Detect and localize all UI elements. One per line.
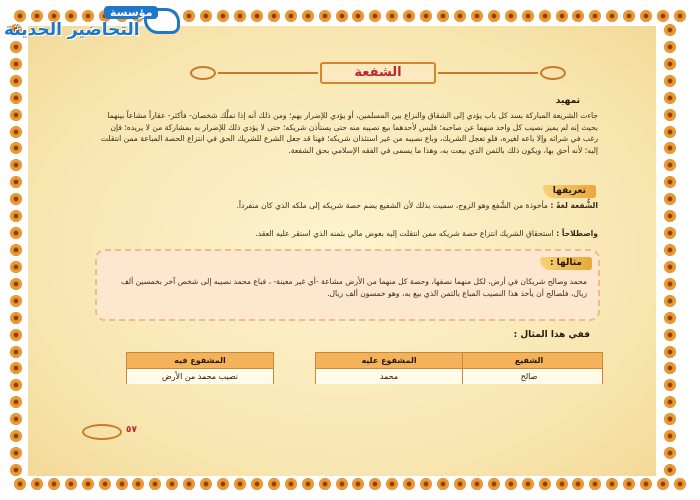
intro-paragraph: جاءت الشريعة المباركة بسد كل باب يؤدي إلى الشقاق والنزاع بين المسلمين، أو يؤدي للإضرار بهم؛ ومن ذلك أنه إذا تملَّك شخصان- فأكثر- عقاراً مشاعاً بينهما بحيث إنه لم يميز نصيب كل واحد منهما عن صاحبه؛ فليس لأحدهما بيع نصيبه منه حتى يستأذن شريكه؛ حتى لا يؤدي ذلك للإضرار به بمشاركة من لا يريده؛ فإن رغب في شرائه وإلا باعه لغيره، فلو تعجل الشريك، وباع نصيبه من غير استئذان شريكه؛ فهنا قد جعل الشرع للشريك الحق في انتزاع الحصة المباعة ممن انتقلت إليه؛ لأنه أحق بها، ويكون ذلك بالثمن الذي بيعت به، وهذا ما يسمى في الفقه الإسلامي بحق الشفعة. xyxy=(100,111,598,155)
in-example-heading: ففي هذا المثال : xyxy=(513,330,590,340)
border-flower-icon xyxy=(664,159,676,171)
border-flower-icon xyxy=(369,478,381,490)
border-flower-icon xyxy=(664,430,676,442)
border-flower-icon xyxy=(352,478,364,490)
border-flower-icon xyxy=(664,176,676,188)
border-flower-icon xyxy=(664,75,676,87)
border-flower-icon xyxy=(10,92,22,104)
border-flower-icon xyxy=(234,478,246,490)
example-text: محمد وصالح شريكان في أرض، لكل منهما نصفها، وحصة كل منهما من الأرض مشاعة -أي غير معينة- ، فباع محمد نصيبه إلى شخص آخر بخمسين ألف ريال، فلصالح أن يأخذ هذا النصيب المباع بالثمن الذي بيع به، وهو خمسون ألف ريال. xyxy=(120,277,587,298)
border-flower-icon xyxy=(505,478,517,490)
border-flower-icon xyxy=(664,362,676,374)
border-flower-icon xyxy=(10,210,22,222)
border-flower-icon xyxy=(149,478,161,490)
border-flower-icon xyxy=(10,109,22,121)
border-flower-icon xyxy=(336,10,348,22)
border-flower-icon xyxy=(664,41,676,53)
table-value: نصيب محمد من الأرض xyxy=(127,369,273,384)
border-flower-icon xyxy=(572,10,584,22)
border-flower-icon xyxy=(369,10,381,22)
title-bar xyxy=(190,62,428,84)
border-flower-icon xyxy=(200,10,212,22)
border-flower-icon xyxy=(471,10,483,22)
definition-term-text: استحقاق الشريك انتزاع حصة شريكه ممن انتقلت إليه بعوض مالي بثمنه الذي استقر عليه العقد. xyxy=(255,229,554,238)
border-flower-icon xyxy=(268,10,280,22)
border-flower-icon xyxy=(657,10,669,22)
border-left xyxy=(10,24,22,476)
border-flower-icon xyxy=(10,396,22,408)
border-flower-icon xyxy=(319,478,331,490)
border-flower-icon xyxy=(132,478,144,490)
border-flower-icon xyxy=(10,244,22,256)
border-flower-icon xyxy=(539,10,551,22)
border-flower-icon xyxy=(664,126,676,138)
border-flower-icon xyxy=(302,10,314,22)
border-flower-icon xyxy=(664,92,676,104)
table-value: محمد xyxy=(316,369,462,384)
border-flower-icon xyxy=(10,142,22,154)
border-flower-icon xyxy=(82,478,94,490)
border-flower-icon xyxy=(664,396,676,408)
border-flower-icon xyxy=(10,362,22,374)
border-flower-icon xyxy=(556,10,568,22)
border-flower-icon xyxy=(664,261,676,273)
border-flower-icon xyxy=(10,430,22,442)
border-flower-icon xyxy=(488,10,500,22)
border-flower-icon xyxy=(505,10,517,22)
border-flower-icon xyxy=(664,312,676,324)
border-flower-icon xyxy=(454,10,466,22)
border-flower-icon xyxy=(403,10,415,22)
border-flower-icon xyxy=(10,159,22,171)
border-right xyxy=(664,24,676,476)
swirl-ornament-icon xyxy=(82,424,122,440)
border-flower-icon xyxy=(352,10,364,22)
border-flower-icon xyxy=(420,478,432,490)
border-flower-icon xyxy=(10,464,22,476)
border-flower-icon xyxy=(10,346,22,358)
border-flower-icon xyxy=(674,478,686,490)
border-bottom xyxy=(14,478,686,490)
border-flower-icon xyxy=(664,447,676,459)
border-flower-icon xyxy=(336,478,348,490)
table-header: المشفوع عليه xyxy=(316,353,462,369)
border-flower-icon xyxy=(99,478,111,490)
border-flower-icon xyxy=(664,210,676,222)
table-cell-mashfoo-fih xyxy=(126,352,274,384)
border-flower-icon xyxy=(10,413,22,425)
page-number: ٥٧ xyxy=(126,425,137,435)
title-line-left xyxy=(218,72,318,74)
border-flower-icon xyxy=(200,478,212,490)
publisher-logo xyxy=(4,4,184,40)
border-flower-icon xyxy=(183,10,195,22)
border-flower-icon xyxy=(319,10,331,22)
border-flower-icon xyxy=(10,278,22,290)
border-flower-icon xyxy=(664,295,676,307)
border-flower-icon xyxy=(664,193,676,205)
example-heading: مثالها : xyxy=(540,257,592,270)
border-flower-icon xyxy=(664,58,676,70)
table-header: المشفوع فيه xyxy=(127,353,273,369)
border-flower-icon xyxy=(664,413,676,425)
border-flower-icon xyxy=(116,478,128,490)
intro-heading: تمهيد xyxy=(555,96,580,106)
border-flower-icon xyxy=(10,227,22,239)
border-flower-icon xyxy=(623,478,635,490)
page-title: الشفعة xyxy=(320,62,436,84)
border-flower-icon xyxy=(664,244,676,256)
definition-heading: تعريفها xyxy=(543,185,596,198)
border-flower-icon xyxy=(65,478,77,490)
border-flower-icon xyxy=(589,478,601,490)
border-flower-icon xyxy=(10,176,22,188)
border-flower-icon xyxy=(664,329,676,341)
border-flower-icon xyxy=(556,478,568,490)
border-flower-icon xyxy=(166,478,178,490)
page-number-ornament xyxy=(82,421,168,443)
border-flower-icon xyxy=(14,478,26,490)
border-flower-icon xyxy=(664,142,676,154)
ornament-left-icon xyxy=(190,66,216,80)
table-cell-shafee xyxy=(455,352,603,384)
border-flower-icon xyxy=(183,478,195,490)
definition-language-text: مأخوذة من الشَّفع وهو الزوج، سميت بذلك لأن الشفيع يضم حصة شريكه إلى ملكه الذي كان منفرداً. xyxy=(236,201,548,210)
border-flower-icon xyxy=(285,478,297,490)
border-flower-icon xyxy=(10,379,22,391)
border-flower-icon xyxy=(522,10,534,22)
border-flower-icon xyxy=(657,478,669,490)
border-flower-icon xyxy=(664,278,676,290)
border-flower-icon xyxy=(10,193,22,205)
border-flower-icon xyxy=(10,261,22,273)
border-flower-icon xyxy=(454,478,466,490)
border-flower-icon xyxy=(488,478,500,490)
border-flower-icon xyxy=(10,312,22,324)
border-flower-icon xyxy=(386,478,398,490)
border-flower-icon xyxy=(572,478,584,490)
border-flower-icon xyxy=(664,379,676,391)
border-flower-icon xyxy=(217,10,229,22)
border-flower-icon xyxy=(217,478,229,490)
border-flower-icon xyxy=(623,10,635,22)
logo-top-text: مؤسسة xyxy=(104,6,158,19)
border-flower-icon xyxy=(10,329,22,341)
definition-language-label: الشُّفعة لغةً : xyxy=(550,201,598,210)
border-flower-icon xyxy=(251,478,263,490)
title-line-right xyxy=(438,72,538,74)
border-flower-icon xyxy=(234,10,246,22)
border-flower-icon xyxy=(664,346,676,358)
border-flower-icon xyxy=(420,10,432,22)
border-flower-icon xyxy=(10,447,22,459)
border-flower-icon xyxy=(285,10,297,22)
table-cell-mashfoo-alayh xyxy=(315,352,463,384)
border-flower-icon xyxy=(10,295,22,307)
border-flower-icon xyxy=(48,478,60,490)
border-flower-icon xyxy=(606,10,618,22)
border-flower-icon xyxy=(10,41,22,53)
border-flower-icon xyxy=(539,478,551,490)
border-flower-icon xyxy=(640,10,652,22)
definition-language xyxy=(100,200,598,212)
border-flower-icon xyxy=(471,478,483,490)
border-flower-icon xyxy=(10,58,22,70)
border-flower-icon xyxy=(31,478,43,490)
border-flower-icon xyxy=(522,478,534,490)
border-flower-icon xyxy=(664,24,676,36)
border-flower-icon xyxy=(664,227,676,239)
table-header: الشفيع xyxy=(456,353,602,369)
border-flower-icon xyxy=(386,10,398,22)
border-flower-icon xyxy=(403,478,415,490)
border-flower-icon xyxy=(437,10,449,22)
border-flower-icon xyxy=(302,478,314,490)
border-flower-icon xyxy=(589,10,601,22)
border-flower-icon xyxy=(437,478,449,490)
border-flower-icon xyxy=(251,10,263,22)
border-flower-icon xyxy=(674,10,686,22)
border-flower-icon xyxy=(606,478,618,490)
logo-main-text: التحاضير الحديثة xyxy=(4,20,140,40)
definition-term-label: واصطلاحاً : xyxy=(556,229,598,238)
border-flower-icon xyxy=(664,464,676,476)
table-value: صالح xyxy=(456,369,602,384)
border-flower-icon xyxy=(640,478,652,490)
border-flower-icon xyxy=(268,478,280,490)
border-flower-icon xyxy=(10,75,22,87)
ornament-right-icon xyxy=(540,66,566,80)
border-flower-icon xyxy=(10,126,22,138)
definition-term xyxy=(100,228,598,240)
border-flower-icon xyxy=(664,109,676,121)
